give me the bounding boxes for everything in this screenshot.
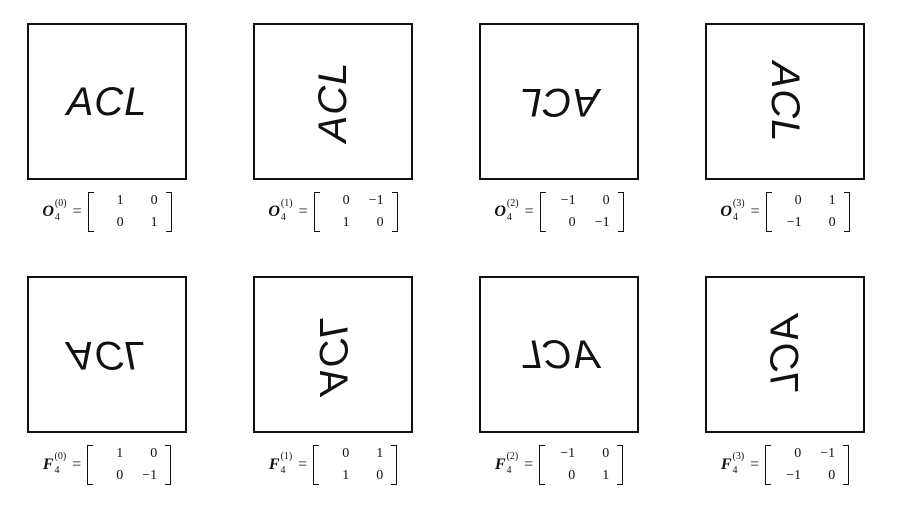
subscript: 4 [280, 465, 286, 476]
superscript: (3) [732, 450, 745, 462]
matrix-cell: 0 [794, 446, 802, 461]
matrix-cell: 1 [116, 446, 124, 461]
superscript: (3) [732, 197, 745, 209]
matrix-cell: 0 [828, 215, 836, 230]
matrix-cell: 0 [794, 193, 802, 208]
symbol: F [268, 456, 280, 473]
equation-o2 [469, 186, 649, 238]
panel-f3 [705, 276, 865, 433]
panel-o2 [479, 23, 639, 180]
equals-sign: = [72, 456, 82, 473]
superscript: (2) [506, 450, 519, 462]
superscript: (0) [54, 197, 67, 209]
equation-f2 [469, 439, 649, 491]
superscript: (2) [506, 197, 519, 209]
matrix-cell: 1 [116, 193, 124, 208]
matrix-cell: 0 [342, 193, 350, 208]
matrix [539, 443, 623, 487]
matrix-cell: 0 [116, 215, 124, 230]
equation-f1 [243, 439, 423, 491]
matrix-cell: 0 [150, 446, 158, 461]
superscript: (0) [54, 450, 67, 462]
matrix-cell: −1 [786, 468, 802, 483]
symbol: O [494, 203, 506, 220]
acl-glyph: ACL [66, 332, 148, 377]
matrix-cell: 0 [150, 193, 158, 208]
matrix [765, 443, 849, 487]
matrix-cell: 0 [828, 468, 836, 483]
subscript: 4 [280, 212, 286, 223]
equation-f0 [17, 439, 197, 491]
matrix-cell: −1 [142, 468, 158, 483]
matrix-cell: 0 [376, 468, 384, 483]
matrix-cell: 0 [342, 446, 350, 461]
subscript: 4 [506, 212, 512, 223]
matrix-cell: 1 [342, 468, 350, 483]
matrix-cell: 0 [568, 215, 576, 230]
acl-glyph: ACL [763, 61, 807, 142]
matrix-cell: −1 [368, 193, 384, 208]
equals-sign: = [750, 203, 760, 220]
equation-o0 [17, 186, 197, 238]
matrix-cell: 1 [150, 215, 158, 230]
subscript: 4 [54, 212, 60, 223]
equals-sign: = [72, 203, 82, 220]
matrix-cell: −1 [820, 446, 836, 461]
equals-sign: = [298, 203, 308, 220]
matrix [314, 190, 398, 234]
matrix [87, 443, 171, 487]
acl-glyph: ACL [311, 314, 355, 395]
symbol: O [42, 203, 54, 220]
matrix-cell: −1 [786, 215, 802, 230]
matrix-cell: −1 [594, 215, 610, 230]
matrix-cell: 0 [602, 446, 610, 461]
matrix-cell: 0 [116, 468, 124, 483]
superscript: (1) [280, 450, 293, 462]
symbol: F [720, 456, 732, 473]
panel-o0 [27, 23, 187, 180]
acl-glyph: ACL [66, 79, 148, 124]
acl-glyph: ACL [518, 79, 600, 124]
matrix-cell: 0 [602, 193, 610, 208]
equation-f3 [695, 439, 875, 491]
subscript: 4 [506, 465, 512, 476]
matrix-cell: 0 [568, 468, 576, 483]
matrix-cell: −1 [560, 193, 576, 208]
matrix-cell: 1 [602, 468, 610, 483]
acl-glyph: ACL [311, 61, 355, 142]
matrix-cell: −1 [560, 446, 576, 461]
equals-sign: = [524, 203, 534, 220]
panel-f1 [253, 276, 413, 433]
equation-o3 [695, 186, 875, 238]
panel-f0 [27, 276, 187, 433]
matrix-cell: 1 [342, 215, 350, 230]
matrix [540, 190, 624, 234]
matrix-cell: 1 [376, 446, 384, 461]
equals-sign: = [524, 456, 534, 473]
equals-sign: = [298, 456, 308, 473]
panel-f2 [479, 276, 639, 433]
matrix [313, 443, 397, 487]
equation-o1 [243, 186, 423, 238]
matrix-cell: 0 [376, 215, 384, 230]
acl-glyph: ACL [518, 332, 600, 377]
acl-glyph: ACL [763, 314, 807, 395]
matrix [88, 190, 172, 234]
symbol: O [720, 203, 732, 220]
equals-sign: = [750, 456, 760, 473]
subscript: 4 [732, 465, 738, 476]
matrix-cell: 1 [828, 193, 836, 208]
symbol: F [42, 456, 54, 473]
subscript: 4 [732, 212, 738, 223]
matrix [766, 190, 850, 234]
symbol: O [268, 203, 280, 220]
superscript: (1) [280, 197, 293, 209]
subscript: 4 [54, 465, 60, 476]
symbol: F [494, 456, 506, 473]
panel-o1 [253, 23, 413, 180]
panel-o3 [705, 23, 865, 180]
